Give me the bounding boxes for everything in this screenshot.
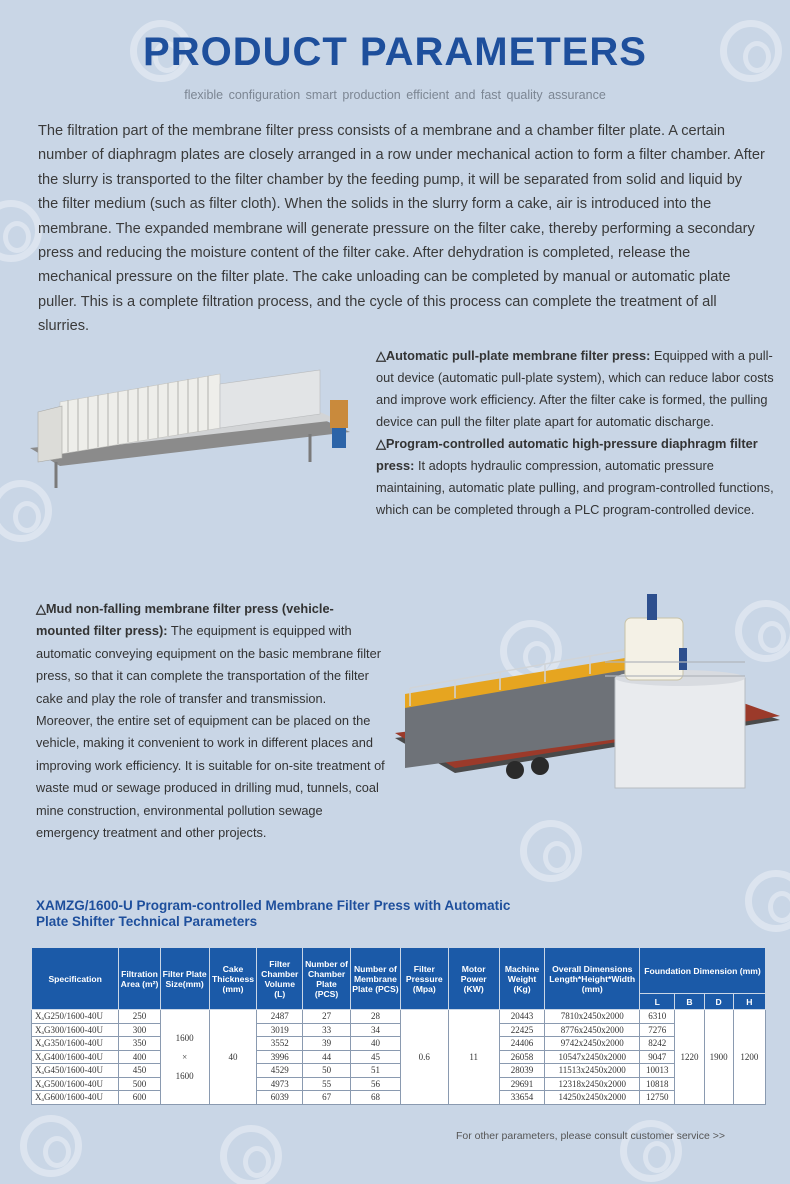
cell-B: 1220 bbox=[675, 1010, 704, 1105]
watermark-logo bbox=[0, 200, 42, 262]
cell-membrane: 40 bbox=[350, 1037, 400, 1051]
cell-overall: 12318x2450x2000 bbox=[545, 1077, 640, 1091]
vehicle-mounted-press-image bbox=[395, 588, 780, 828]
col-membrane-plates: Number of Membrane Plate (PCS) bbox=[350, 948, 400, 1010]
cell-plate-size bbox=[160, 1010, 209, 1105]
cell-volume: 4529 bbox=[257, 1064, 303, 1078]
cell-area: 300 bbox=[119, 1023, 160, 1037]
cell-L: 12750 bbox=[640, 1091, 675, 1105]
cell-overall: 9742x2450x2000 bbox=[545, 1037, 640, 1051]
cell-area: 450 bbox=[119, 1064, 160, 1078]
intro-paragraph: The filtration part of the membrane filter press consists of a membrane and a chamber filter plate. A certain number of diaphragm plates are closely arranged in a row under mechanical action to form a filter chamber. After the slurry is transported to the filter chamber by the feeding pump, it will be separated from solid and liquid by the filter medium (such as filter cloth). When the solids in the slurry form a cake, air is introduced into the membrane. The expanded membrane will generate pressure on the filter cake, thereby performing a secondary press and reducing the moisture content of the filter cake. After dehydration is completed, release the mechanical pressure on the filter plate. The cake unloading can be completed by manual or automatic plate puller. This is a complete filtration process, and the cycle of this process can complete the treatment of all slurries. bbox=[38, 123, 765, 335]
program-controlled-text: It adopts hydraulic compression, automatic pressure maintaining, automatic plate pulling, and program-controlled functions, which can be completed through a PLC program-controlled device. bbox=[376, 458, 774, 517]
cell-chamber: 50 bbox=[303, 1064, 351, 1078]
cell-pressure: 0.6 bbox=[400, 1010, 448, 1105]
col-foundation-dimension: Foundation Dimension (mm) bbox=[640, 948, 766, 994]
col-filter-plate-size: Filter Plate Size(mm) bbox=[160, 948, 209, 1010]
col-overall-dimensions: Overall Dimensions Length*Height*Width (mm) bbox=[545, 948, 640, 1010]
pull-plate-text: Equipped with a pull-out device (automatic pull-plate system), which can reduce labor costs and improve work efficiency. After the filter cake is formed, the pulling device can pull the filter plate apart for automatic discharge. bbox=[376, 348, 774, 429]
cell-volume: 4973 bbox=[257, 1077, 303, 1091]
col-filter-pressure: Filter Pressure (Mpa) bbox=[400, 948, 448, 1010]
cell-overall: 10547x2450x2000 bbox=[545, 1050, 640, 1064]
cell-L: 7276 bbox=[640, 1023, 675, 1037]
table-row bbox=[32, 1010, 766, 1024]
cell-membrane: 28 bbox=[350, 1010, 400, 1024]
table-title: XAMZG/1600-U Program-controlled Membrane Filter Press with Automatic Plate Shifter Technical Parameters bbox=[36, 898, 511, 929]
pull-plate-description bbox=[376, 345, 774, 521]
cell-weight: 24406 bbox=[499, 1037, 545, 1051]
cell-spec: XₐG400/1600-40U bbox=[32, 1050, 119, 1064]
cell-power: 11 bbox=[448, 1010, 499, 1105]
cell-spec: XₐG250/1600-40U bbox=[32, 1010, 119, 1024]
cell-weight: 33654 bbox=[499, 1091, 545, 1105]
cell-spec: XₐG350/1600-40U bbox=[32, 1037, 119, 1051]
cell-L: 10013 bbox=[640, 1064, 675, 1078]
consult-customer-service-link[interactable]: For other parameters, please consult customer service >> bbox=[456, 1130, 726, 1142]
cell-volume: 6039 bbox=[257, 1091, 303, 1105]
cell-weight: 29691 bbox=[499, 1077, 545, 1091]
col-D: D bbox=[704, 994, 733, 1010]
col-B: B bbox=[675, 994, 704, 1010]
plate-size-b: 1600 bbox=[175, 1070, 194, 1081]
watermark-logo bbox=[745, 870, 790, 932]
plate-size-a: 1600 bbox=[175, 1032, 194, 1043]
table-row bbox=[32, 1091, 766, 1105]
watermark-logo bbox=[20, 1115, 82, 1177]
table-row bbox=[32, 1077, 766, 1091]
table-row bbox=[32, 1023, 766, 1037]
page-title: PRODUCT PARAMETERS bbox=[143, 30, 647, 74]
table-row bbox=[32, 1037, 766, 1051]
cell-membrane: 56 bbox=[350, 1077, 400, 1091]
cell-volume: 2487 bbox=[257, 1010, 303, 1024]
cell-chamber: 67 bbox=[303, 1091, 351, 1105]
vehicle-mounted-text: The equipment is equipped with automatic conveying equipment on the basic membrane filter press, so that it can complete the transportation of the filter cake and play the role of transfer and transmission. Moreover, the entire set of equipment can be placed on the vehicle, making it convenient to work in different places and improving work efficiency. It is suitable for on-site treatment of waste mud or sewage produced in drilling mud, tunnels, coal mine construction, environmental pollution sewage emergency treatment and other projects. bbox=[36, 623, 385, 841]
cell-area: 350 bbox=[119, 1037, 160, 1051]
cell-spec: XₐG600/1600-40U bbox=[32, 1091, 119, 1105]
cell-area: 500 bbox=[119, 1077, 160, 1091]
cell-chamber: 39 bbox=[303, 1037, 351, 1051]
cell-weight: 26058 bbox=[499, 1050, 545, 1064]
cell-membrane: 51 bbox=[350, 1064, 400, 1078]
col-chamber-plates: Number of Chamber Plate (PCS) bbox=[303, 948, 351, 1010]
cell-chamber: 33 bbox=[303, 1023, 351, 1037]
cell-spec: XₐG450/1600-40U bbox=[32, 1064, 119, 1078]
page-subtitle: flexible configuration smart production efficient and fast quality assurance bbox=[184, 88, 606, 102]
watermark-logo bbox=[520, 820, 582, 882]
technical-parameters-table bbox=[31, 947, 766, 1105]
program-controlled-title: △Program-controlled automatic high-pressure diaphragm filter press: bbox=[376, 436, 758, 473]
cell-membrane: 45 bbox=[350, 1050, 400, 1064]
cell-volume: 3552 bbox=[257, 1037, 303, 1051]
cell-overall: 7810x2450x2000 bbox=[545, 1010, 640, 1024]
cell-L: 9047 bbox=[640, 1050, 675, 1064]
cell-area: 400 bbox=[119, 1050, 160, 1064]
cell-L: 8242 bbox=[640, 1037, 675, 1051]
cell-volume: 3996 bbox=[257, 1050, 303, 1064]
cell-chamber: 44 bbox=[303, 1050, 351, 1064]
cell-L: 10818 bbox=[640, 1077, 675, 1091]
cell-spec: XₐG500/1600-40U bbox=[32, 1077, 119, 1091]
cell-cake-thickness: 40 bbox=[209, 1010, 257, 1105]
cell-overall: 11513x2450x2000 bbox=[545, 1064, 640, 1078]
cell-H: 1200 bbox=[733, 1010, 765, 1105]
cell-membrane: 34 bbox=[350, 1023, 400, 1037]
filter-press-image bbox=[20, 362, 360, 492]
col-specification: Specification bbox=[32, 948, 119, 1010]
cell-weight: 20443 bbox=[499, 1010, 545, 1024]
table-row bbox=[32, 1050, 766, 1064]
vehicle-mounted-title: △Mud non-falling membrane filter press (vehicle-mounted filter press): bbox=[36, 601, 334, 639]
cell-area: 250 bbox=[119, 1010, 160, 1024]
col-chamber-volume: Filter Chamber Volume (L) bbox=[257, 948, 303, 1010]
cell-weight: 28039 bbox=[499, 1064, 545, 1078]
cell-weight: 22425 bbox=[499, 1023, 545, 1037]
cell-overall: 8776x2450x2000 bbox=[545, 1023, 640, 1037]
cell-chamber: 55 bbox=[303, 1077, 351, 1091]
cell-L: 6310 bbox=[640, 1010, 675, 1024]
cell-volume: 3019 bbox=[257, 1023, 303, 1037]
col-motor-power: Motor Power (KW) bbox=[448, 948, 499, 1010]
col-H: H bbox=[733, 994, 765, 1010]
cell-membrane: 68 bbox=[350, 1091, 400, 1105]
col-filtration-area: Filtration Area (m²) bbox=[119, 948, 160, 1010]
cell-area: 600 bbox=[119, 1091, 160, 1105]
cell-chamber: 27 bbox=[303, 1010, 351, 1024]
watermark-logo bbox=[220, 1125, 282, 1184]
col-L: L bbox=[640, 994, 675, 1010]
cell-overall: 14250x2450x2000 bbox=[545, 1091, 640, 1105]
col-machine-weight: Machine Weight (Kg) bbox=[499, 948, 545, 1010]
cell-spec: XₐG300/1600-40U bbox=[32, 1023, 119, 1037]
vehicle-mounted-description bbox=[36, 598, 386, 844]
pull-plate-title: △Automatic pull-plate membrane filter press: bbox=[376, 348, 651, 363]
col-cake-thickness: Cake Thickness (mm) bbox=[209, 948, 257, 1010]
table-row bbox=[32, 1064, 766, 1078]
cell-D: 1900 bbox=[704, 1010, 733, 1105]
plate-size-x: × bbox=[182, 1051, 188, 1062]
